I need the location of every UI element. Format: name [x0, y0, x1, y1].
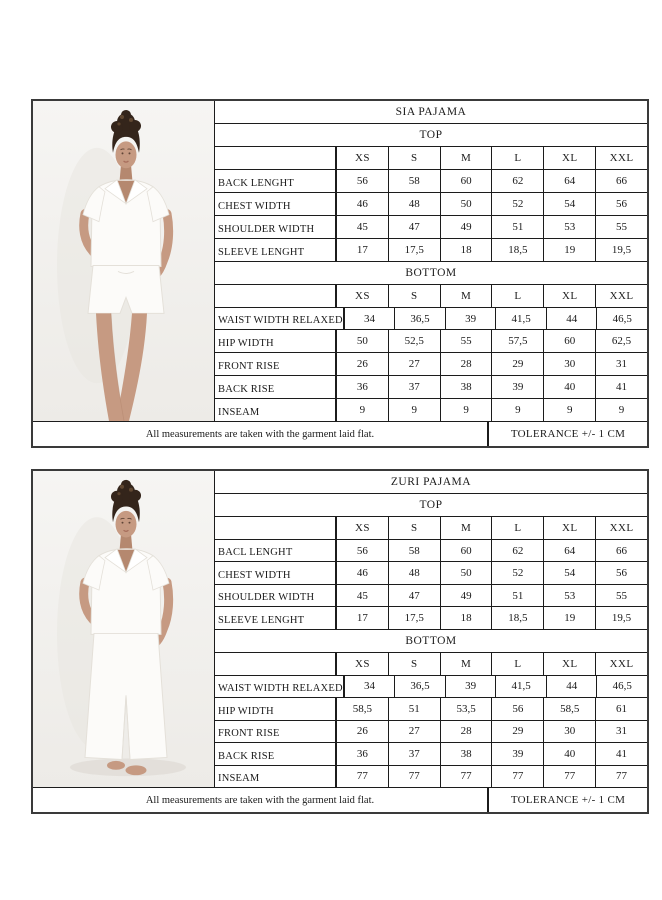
section-header-row — [215, 630, 647, 653]
section-header-cell: BOTTOM — [405, 266, 457, 279]
row-label-cell — [215, 517, 337, 539]
size-value-cell: 36 — [337, 743, 389, 764]
size-value-cell: 17,5 — [389, 607, 441, 628]
pajama-model-figure-pants — [33, 471, 214, 787]
section-header-cell: TOP — [419, 499, 443, 511]
size-value-cell: 77 — [492, 766, 544, 787]
size-value-cell: 51 — [492, 216, 544, 238]
table-row — [215, 353, 647, 376]
size-value-cell: 19,5 — [611, 612, 632, 625]
table-footer — [33, 787, 647, 812]
size-value-cell: 41 — [616, 381, 628, 394]
size-header-cell: XS — [337, 653, 389, 675]
table-row — [215, 308, 647, 331]
table-row — [215, 743, 647, 765]
size-value-cell: 56 — [492, 698, 544, 719]
section-header-row — [215, 124, 647, 147]
size-value-cell: 46 — [337, 562, 389, 583]
size-value-cell: 9 — [389, 399, 441, 421]
size-value-cell: 39 — [492, 376, 544, 398]
size-value-cell: 52 — [492, 193, 544, 215]
size-value-cell: 62,5 — [611, 335, 632, 348]
size-value-cell: 46,5 — [612, 680, 632, 693]
size-header-cell: XXL — [609, 657, 634, 670]
size-value-cell: 56 — [616, 567, 628, 580]
size-value-cell: 17,5 — [389, 239, 441, 261]
table-row — [215, 721, 647, 743]
table-row — [215, 376, 647, 399]
size-header-cell: L — [492, 653, 544, 675]
tolerance-note: TOLERANCE +/- 1 CM — [510, 794, 626, 806]
measurement-note: All measurements are taken with the garment laid flat. — [33, 788, 489, 812]
size-value-cell: 49 — [441, 216, 493, 238]
size-value-cell: 53 — [544, 216, 596, 238]
size-value-cell: 44 — [547, 676, 598, 697]
table-row — [215, 399, 647, 421]
row-label-cell — [215, 285, 337, 307]
measurement-grid — [215, 101, 647, 421]
size-value-cell: 48 — [389, 562, 441, 583]
size-value-cell: 49 — [441, 585, 493, 606]
row-label-cell: BACK RISE — [215, 376, 337, 398]
row-label-cell: SLEEVE LENGHT — [215, 607, 337, 628]
size-value-cell: 39 — [492, 743, 544, 764]
row-label-cell: WAIST WIDTH RELAXED — [215, 676, 345, 697]
size-value-cell: 62 — [492, 540, 544, 561]
table-row — [215, 239, 647, 262]
row-label-cell: FRONT RISE — [215, 721, 337, 742]
size-value-cell: 46 — [337, 193, 389, 215]
size-value-cell: 36,5 — [395, 676, 446, 697]
size-value-cell: 52 — [492, 562, 544, 583]
row-label-cell: HIP WIDTH — [215, 330, 337, 352]
sia-pajama-size-table — [31, 99, 649, 448]
size-value-cell: 52,5 — [389, 330, 441, 352]
row-label-cell: BACL LENGHT — [215, 540, 337, 561]
size-value-cell: 17 — [337, 607, 389, 628]
size-header-cell: L — [492, 147, 544, 169]
table-row — [215, 585, 647, 607]
size-value-cell: 58,5 — [544, 698, 596, 719]
size-value-cell: 39 — [446, 676, 497, 697]
size-value-cell: 47 — [389, 216, 441, 238]
size-value-cell: 66 — [616, 174, 628, 187]
table-title: SIA PAJAMA — [395, 106, 467, 118]
size-value-cell: 55 — [616, 589, 628, 602]
size-value-cell: 28 — [441, 353, 493, 375]
table-row — [215, 698, 647, 720]
size-header-cell: S — [389, 285, 441, 307]
table-row — [215, 330, 647, 353]
size-value-cell: 19 — [544, 607, 596, 628]
size-value-cell: 9 — [544, 399, 596, 421]
size-value-cell: 54 — [544, 193, 596, 215]
size-value-cell: 56 — [337, 170, 389, 192]
row-label-cell: CHEST WIDTH — [215, 562, 337, 583]
size-header-cell: M — [441, 285, 493, 307]
size-value-cell: 36,5 — [395, 308, 446, 330]
size-header-cell: M — [441, 653, 493, 675]
size-value-cell: 77 — [337, 766, 389, 787]
size-value-cell: 51 — [492, 585, 544, 606]
size-value-cell: 31 — [616, 725, 628, 738]
row-label-cell: FRONT RISE — [215, 353, 337, 375]
size-value-cell: 64 — [544, 170, 596, 192]
tolerance-note: TOLERANCE +/- 1 CM — [510, 428, 626, 440]
table-row — [215, 216, 647, 239]
size-value-cell: 55 — [616, 220, 628, 233]
row-label-cell — [215, 147, 337, 169]
size-value-cell: 56 — [616, 197, 628, 210]
sia-model-photo — [33, 101, 215, 421]
table-title: ZURI PAJAMA — [390, 476, 472, 488]
size-header-cell: XXL — [609, 522, 634, 534]
table-row — [215, 562, 647, 584]
size-value-cell: 29 — [492, 353, 544, 375]
row-label-cell — [215, 653, 337, 675]
table-body — [33, 471, 647, 787]
size-value-cell: 53,5 — [441, 698, 493, 719]
size-value-cell: 50 — [441, 562, 493, 583]
size-value-cell: 77 — [616, 770, 628, 783]
table-body — [33, 101, 647, 421]
size-value-cell: 54 — [544, 562, 596, 583]
size-header-cell: S — [389, 653, 441, 675]
size-value-cell: 38 — [441, 743, 493, 764]
size-value-cell: 45 — [337, 216, 389, 238]
size-header-cell: XXL — [609, 289, 634, 302]
section-header-row — [215, 494, 647, 517]
table-title-row — [215, 101, 647, 124]
row-label-cell: BACK RISE — [215, 743, 337, 764]
size-header-cell: XL — [544, 653, 596, 675]
row-label-cell: SHOULDER WIDTH — [215, 216, 337, 238]
section-header-cell: TOP — [419, 129, 443, 141]
size-header-cell: XS — [337, 517, 389, 539]
size-value-cell: 9 — [618, 404, 625, 417]
size-header-row — [215, 285, 647, 308]
size-value-cell: 60 — [544, 330, 596, 352]
size-value-cell: 37 — [389, 743, 441, 764]
row-label-cell: INSEAM — [215, 766, 337, 787]
size-value-cell: 77 — [441, 766, 493, 787]
size-value-cell: 77 — [544, 766, 596, 787]
size-header-cell: S — [389, 517, 441, 539]
size-value-cell: 17 — [337, 239, 389, 261]
size-value-cell: 61 — [616, 702, 628, 715]
size-value-cell: 18 — [441, 607, 493, 628]
size-value-cell: 40 — [544, 376, 596, 398]
table-footer — [33, 421, 647, 446]
zuri-pajama-size-table — [31, 469, 649, 814]
size-value-cell: 30 — [544, 353, 596, 375]
size-value-cell: 26 — [337, 721, 389, 742]
table-row — [215, 607, 647, 629]
size-value-cell: 66 — [616, 544, 628, 557]
size-value-cell: 19 — [544, 239, 596, 261]
size-value-cell: 58,5 — [337, 698, 389, 719]
size-header-cell: XL — [544, 285, 596, 307]
size-value-cell: 55 — [441, 330, 493, 352]
size-value-cell: 30 — [544, 721, 596, 742]
size-value-cell: 28 — [441, 721, 493, 742]
size-value-cell: 41,5 — [496, 676, 547, 697]
size-header-cell: L — [492, 285, 544, 307]
pajama-model-figure-shorts — [33, 101, 214, 421]
size-value-cell: 9 — [492, 399, 544, 421]
size-header-cell: XS — [337, 147, 389, 169]
zuri-model-photo — [33, 471, 215, 787]
table-title-row — [215, 471, 647, 494]
size-value-cell: 56 — [337, 540, 389, 561]
section-header-row — [215, 262, 647, 285]
size-header-cell: XXL — [609, 152, 634, 164]
size-value-cell: 50 — [441, 193, 493, 215]
size-value-cell: 62 — [492, 170, 544, 192]
size-value-cell: 51 — [389, 698, 441, 719]
table-row — [215, 193, 647, 216]
size-value-cell: 77 — [389, 766, 441, 787]
row-label-cell: BACK LENGHT — [215, 170, 337, 192]
size-value-cell: 29 — [492, 721, 544, 742]
size-header-row — [215, 653, 647, 676]
size-value-cell: 58 — [389, 540, 441, 561]
size-value-cell: 50 — [337, 330, 389, 352]
size-value-cell: 19,5 — [611, 243, 632, 256]
size-value-cell: 38 — [441, 376, 493, 398]
size-value-cell: 36 — [337, 376, 389, 398]
size-value-cell: 46,5 — [612, 312, 632, 325]
row-label-cell: INSEAM — [215, 399, 337, 421]
size-value-cell: 18 — [441, 239, 493, 261]
size-value-cell: 45 — [337, 585, 389, 606]
size-value-cell: 9 — [337, 399, 389, 421]
size-value-cell: 64 — [544, 540, 596, 561]
size-value-cell: 37 — [389, 376, 441, 398]
size-header-cell: XS — [337, 285, 389, 307]
size-value-cell: 57,5 — [492, 330, 544, 352]
size-header-cell: M — [441, 517, 493, 539]
size-value-cell: 41,5 — [496, 308, 547, 330]
size-value-cell: 58 — [389, 170, 441, 192]
size-header-cell: XL — [544, 517, 596, 539]
size-value-cell: 26 — [337, 353, 389, 375]
table-row — [215, 766, 647, 787]
row-label-cell: SHOULDER WIDTH — [215, 585, 337, 606]
size-value-cell: 47 — [389, 585, 441, 606]
size-value-cell: 44 — [547, 308, 598, 330]
size-header-cell: XL — [544, 147, 596, 169]
size-value-cell: 53 — [544, 585, 596, 606]
row-label-cell: SLEEVE LENGHT — [215, 239, 337, 261]
section-header-cell: BOTTOM — [405, 634, 457, 647]
size-value-cell: 27 — [389, 721, 441, 742]
row-label-cell: CHEST WIDTH — [215, 193, 337, 215]
table-row — [215, 170, 647, 193]
size-value-cell: 34 — [345, 308, 396, 330]
row-label-cell: WAIST WIDTH RELAXED — [215, 308, 345, 330]
table-row — [215, 676, 647, 698]
size-value-cell: 34 — [345, 676, 396, 697]
size-value-cell: 9 — [441, 399, 493, 421]
size-value-cell: 31 — [616, 358, 628, 371]
size-header-cell: M — [441, 147, 493, 169]
size-value-cell: 48 — [389, 193, 441, 215]
size-value-cell: 60 — [441, 540, 493, 561]
measurement-grid — [215, 471, 647, 787]
size-value-cell: 27 — [389, 353, 441, 375]
size-value-cell: 18,5 — [492, 239, 544, 261]
measurement-note: All measurements are taken with the garment laid flat. — [33, 422, 489, 446]
table-row — [215, 540, 647, 562]
size-value-cell: 39 — [446, 308, 497, 330]
size-header-cell: L — [492, 517, 544, 539]
size-header-row — [215, 517, 647, 540]
size-value-cell: 18,5 — [492, 607, 544, 628]
size-value-cell: 40 — [544, 743, 596, 764]
size-header-cell: S — [389, 147, 441, 169]
size-header-row — [215, 147, 647, 170]
row-label-cell: HIP WIDTH — [215, 698, 337, 719]
size-value-cell: 41 — [616, 747, 628, 760]
size-value-cell: 60 — [441, 170, 493, 192]
